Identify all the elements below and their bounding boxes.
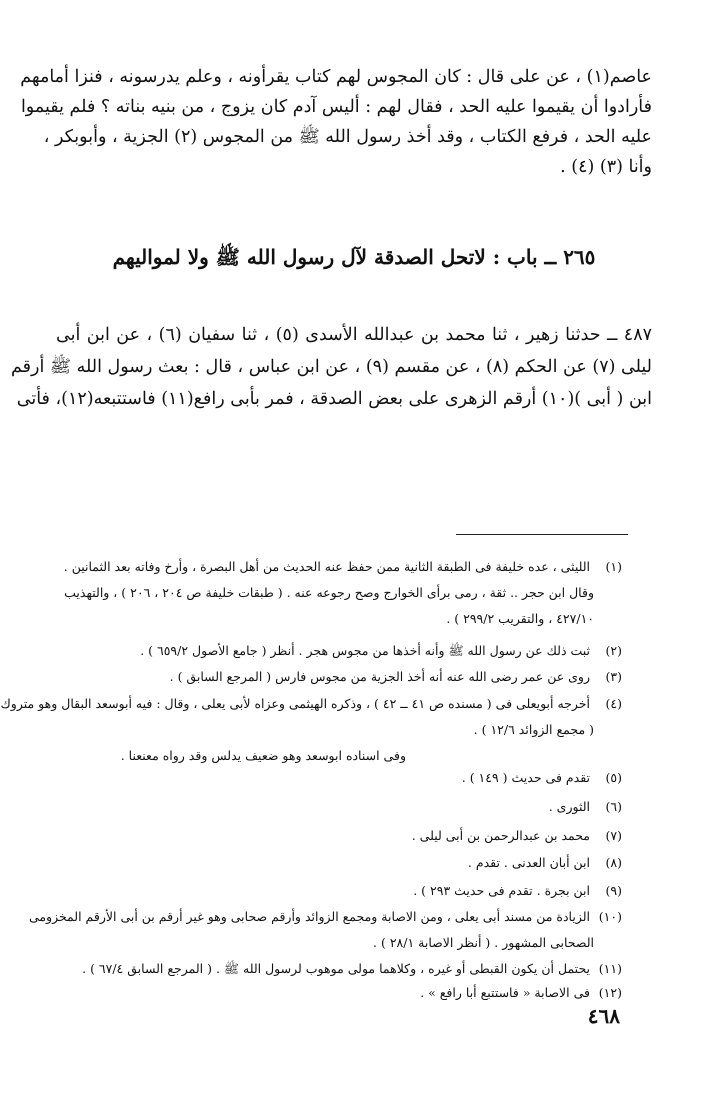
footnote-text: ابن بجرة . تقدم فى حديث ٢٩٣ ) . [413,883,591,898]
footnote [36,767,622,789]
footnote-number: (٨) [605,855,622,870]
footnote-number: (٥) [605,770,622,785]
footnote-number: (١٢) [598,985,622,1000]
text-line: عاصم(١) ، عن على قال : كان المجوس لهم كتاب يقرأونه ، وعلم يدرسونه ، فنزا أمامهم [20,67,652,87]
footnote [28,906,622,928]
footnote-continuation: ٤٢٧/١٠ ، والتقريب ٢٩٩/٢ ) . [446,611,594,626]
footnote-text: الزيادة من مسند أبى يعلى ، ومن الاصابة ومجمع الزوائد وأرقم صحابى وهو غير أرقم بن أبى الأرقم المخزومى [28,909,591,924]
footnote-text: روى عن عمر رضى الله عنه أنه أخذ الجزية من مجوس فارس ( المرجع السابق ) . [169,669,591,684]
footnote-number: (٣) [605,669,622,684]
footnote-text: الليثى ، عده خليفة فى الطبقة الثانية ممن حفظ عنه الحديث من أهل البصرة ، وأرخ وفاته بعد الثمانين . [63,559,591,574]
text-line: ليلى (٧) عن الحكم (٨) ، عن مقسم (٩) ، عن ابن عباس ، قال : بعث رسول الله ﷺ أرقم [11,357,652,377]
footnote-number: (٧) [605,828,622,843]
text-line: ابن ( أبى )(١٠) أرقم الزهرى على بعض الصدقة ، فمر بأبى رافع(١١) فاستتبعه(١٢)، فأتى [16,389,652,409]
footnote [36,796,622,818]
footnote-text: يحتمل أن يكون القبطى أو غيره ، وكلاهما مولى موهوب لرسول الله ﷺ . ( المرجع السابق ٦٧/٤ ) . [82,961,591,976]
footnote [0,693,622,715]
text-line: ٤٨٧ ــ حدثنا زهير ، ثنا محمد بن عبدالله الأسدى (٥) ، ثنا سفيان (٦) ، عن ابن أبى [56,325,652,345]
footnote-text: الثورى . [548,799,591,814]
text-line: وأنا (٣) (٤) . [560,157,652,177]
page-number: ٤٦٨ [587,1004,620,1028]
footnote [36,880,622,902]
footnote-text: ابن أبان العدنى . تقدم . [467,855,591,870]
footnote-separator [456,534,628,535]
footnote [36,666,622,688]
chapter-heading: ٢٦٥ ــ باب : لاتحل الصدقة لآل رسول الله ﷺ ولا لمواليهم [112,245,596,269]
footnote-number: (١) [605,559,622,574]
footnote [36,556,622,578]
footnote [36,958,622,980]
footnote-text: محمد بن عبدالرحمن بن أبى ليلى . [411,828,591,843]
footnote-number: (٩) [605,883,622,898]
footnote-continuation: وفى اسناده ابوسعد وهو ضعيف يدلس وقد رواه معنعنا . [120,748,406,763]
footnote-continuation: وقال ابن حجر .. ثقة ، رمى برأى الخوارج وصح رجوعه عنه . ( طبقات خليفة ص ٢٠٤ ، ٢٠٦ ) ، والتهذيب [64,585,594,600]
footnote-number: (٢) [605,643,622,658]
footnote-number: (١١) [598,961,622,976]
footnote-text: ثبت ذلك عن رسول الله ﷺ وأنه أخذها من مجوس هجر . أنظر ( جامع الأصول ٦٥٩/٢ ) . [140,643,591,658]
footnote-text: تقدم فى حديث ( ١٤٩ ) . [461,770,591,785]
footnote-number: (٦) [605,799,622,814]
footnote-number: (٤) [605,696,622,711]
footnote [36,640,622,662]
footnote-text: فى الاصابة « فاستتبع أبا رافع » . [420,985,591,1000]
footnote [36,982,622,1004]
text-line: فأرادوا أن يقيموا عليه الحد ، فقال لهم : أليس آدم كان يزوج ، من بنيه بناته ؟ فلم يقيموا [20,97,652,117]
text-line: عليه الحد ، فرفع الكتاب ، وقد أخذ رسول الله ﷺ من المجوس (٢) الجزية ، وأبوبكر ، [43,127,652,147]
footnote [36,825,622,847]
footnote [36,852,622,874]
footnote-continuation: ( مجمع الزوائد ١٢/٦ ) . [473,722,594,737]
footnote-continuation: الصحابى المشهور . ( أنظر الاصابة ٢٨/١ ) . [373,935,594,950]
footnote-number: (١٠) [598,909,622,924]
footnote-text: أخرجه أبويعلى فى ( مسنده ص ٤١ ــ ٤٢ ) ، وذكره الهيثمى وعزاه لأبى يعلى ، وقال : فيه أبوسعد البقال وهو متروك [0,696,591,711]
